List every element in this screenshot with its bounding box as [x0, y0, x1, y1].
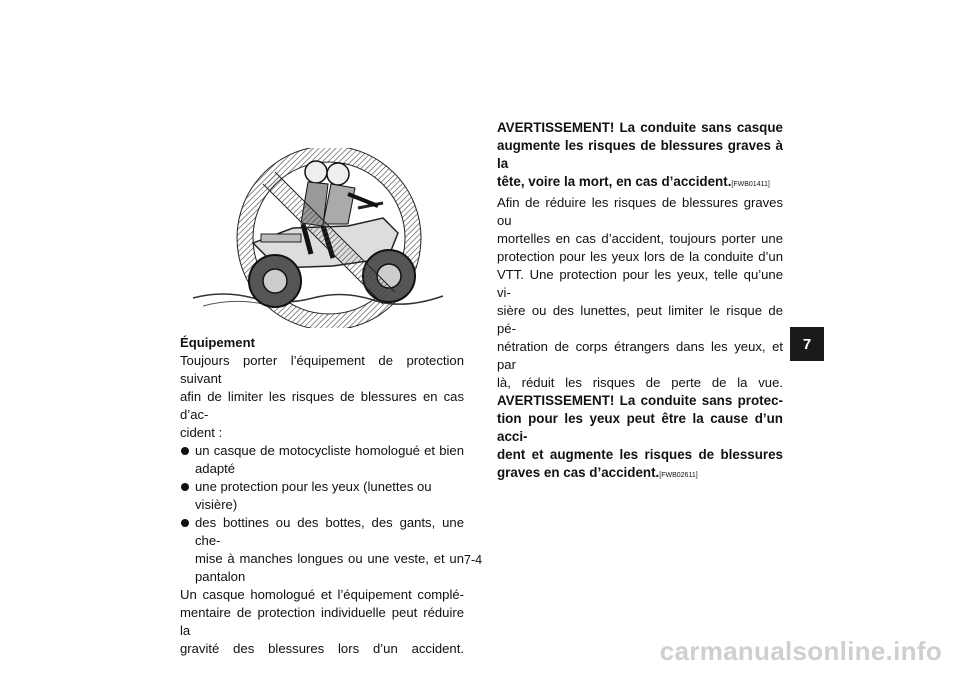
body-line-3: protection pour les yeux lors de la conduite d’un — [497, 249, 783, 264]
bullet-3-line-1: des bottines ou des bottes, des gants, une che- — [195, 515, 464, 548]
bullet-dot-icon — [181, 519, 189, 527]
warning-2-line-4 — [497, 464, 783, 485]
warning-1-line-1: AVERTISSEMENT! La conduite sans casque — [497, 120, 783, 135]
outro-line-1: Un casque homologué et l’équipement complé- — [180, 587, 464, 602]
section-heading: Équipement — [180, 335, 255, 350]
warning-1-line-2: augmente les risques de blessures graves à la — [497, 138, 783, 171]
bullet-dot-icon — [181, 483, 189, 491]
outro-line-3: gravité des blessures lors d’un accident. — [180, 641, 464, 656]
bullet-helmet — [180, 442, 464, 478]
body-line-1: Afin de réduire les risques de blessures graves ou — [497, 195, 783, 228]
bullet-1-line-2: adapté — [195, 461, 236, 476]
warning-1-line-3-text: tête, voire la mort, en cas d’accident. — [497, 174, 732, 189]
watermark: carmanualsonline.info — [659, 636, 942, 666]
warning-2-code: [FWB02611] — [659, 472, 698, 479]
warning-2-line-4-text: graves en cas d’accident. — [497, 465, 660, 480]
bullet-1-line-1: un casque de motocycliste homologué et bien — [195, 443, 464, 458]
bullet-eye-protection — [180, 478, 464, 514]
bullet-2-line-1: une protection pour les yeux (lunettes ou visière) — [195, 479, 432, 512]
bullet-3-line-3: pantalon — [195, 569, 246, 584]
page-number: 7-4 — [464, 553, 483, 567]
warning-2-line-2: tion pour les yeux peut être la cause d’un acci- — [497, 411, 783, 444]
warning-1-code: [FWB01411] — [731, 181, 770, 188]
bullet-clothing — [180, 514, 464, 586]
bullet-dot-icon — [181, 447, 189, 455]
no-helmet-atv-illustration — [183, 148, 463, 328]
body-line-4: VTT. Une protection pour les yeux, telle qu’une vi- — [497, 267, 783, 300]
right-column — [497, 119, 783, 485]
intro-line-2: afin de limiter les risques de blessures en cas d’ac- — [180, 389, 464, 422]
body-line-5: sière ou des lunettes, peut limiter le risque de pé- — [497, 303, 783, 336]
warning-2-line-3: dent et augmente les risques de blessures — [497, 447, 783, 462]
intro-line-1: Toujours porter l’équipement de protection suivant — [180, 353, 464, 386]
bullet-3-line-2: mise à manches longues ou une veste, et un — [195, 551, 464, 566]
body-line-6: nétration de corps étrangers dans les yeux, et par — [497, 339, 783, 372]
body-line-2: mortelles en cas d’accident, toujours porter une — [497, 231, 783, 246]
warning-2-line-1: AVERTISSEMENT! La conduite sans protec- — [497, 393, 783, 408]
outro-line-2: mentaire de protection individuelle peut réduire la — [180, 605, 464, 638]
warning-1-line-3 — [497, 173, 783, 194]
intro-line-3: cident : — [180, 425, 223, 440]
body-line-7: là, réduit les risques de perte de la vue. — [497, 375, 783, 390]
left-column — [180, 334, 464, 658]
chapter-tab: 7 — [790, 327, 824, 361]
